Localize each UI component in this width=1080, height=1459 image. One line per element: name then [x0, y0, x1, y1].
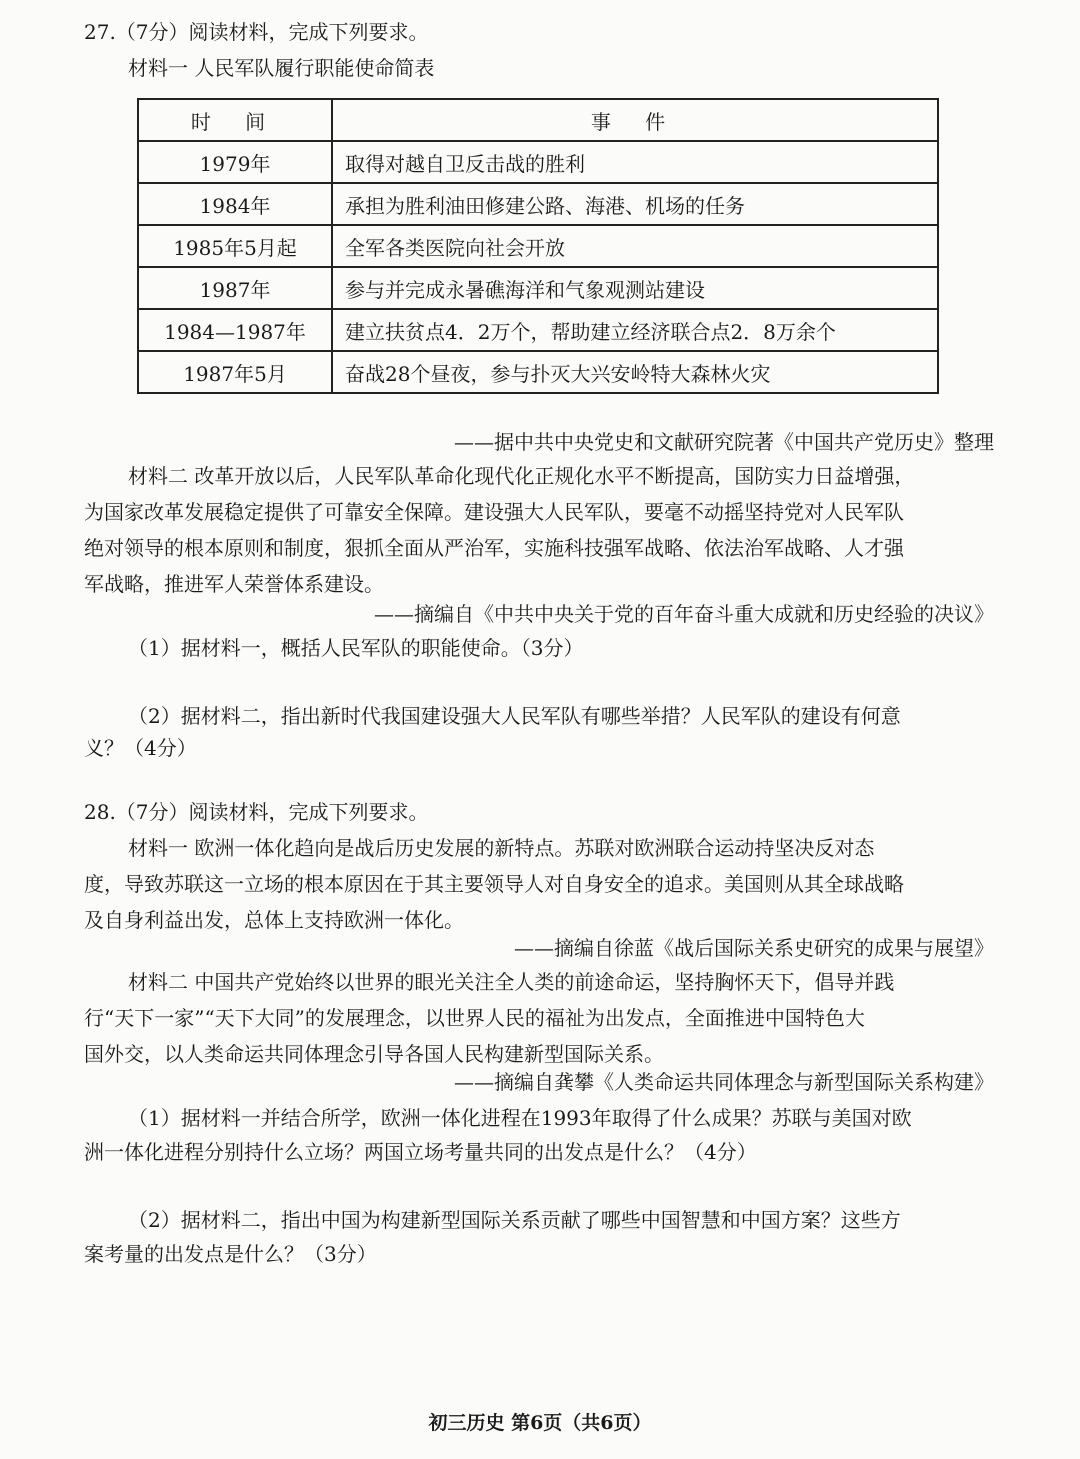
row-event: 取得对越自卫反击战的胜利	[332, 141, 938, 183]
row-event: 奋战28个昼夜，参与扑灭大兴安岭特大森林火灾	[332, 351, 938, 393]
header-time: 时 间	[138, 99, 332, 141]
q27-source-2: ——摘编自《中共中央关于党的百年奋斗重大成就和历史经验的决议》	[374, 602, 994, 626]
q28-sub-question-2: （2）据材料二，指出中国为构建新型国际关系贡献了哪些中国智慧和中国方案？这些方	[128, 1208, 901, 1232]
row-event: 承担为胜利油田修建公路、海港、机场的任务	[332, 183, 938, 225]
table-header-row	[138, 99, 938, 141]
q28-sub-question-2-cont: 案考量的出发点是什么？（3分）	[84, 1242, 377, 1266]
table-row	[138, 309, 938, 351]
header-event: 事 件	[332, 99, 938, 141]
q27-sub-question-2: （2）据材料二，指出新时代我国建设强大人民军队有哪些举措？人民军队的建设有何意	[128, 704, 901, 728]
q27-sub-question-1: （1）据材料一，概括人民军队的职能使命。（3分）	[128, 636, 584, 660]
q27-sub-question-2-cont: 义？（4分）	[84, 736, 197, 760]
table-row	[138, 351, 938, 393]
row-event: 全军各类医院向社会开放	[332, 225, 938, 267]
row-time: 1987年5月	[138, 351, 332, 393]
q27-heading: 27.（7分）阅读材料，完成下列要求。	[84, 20, 429, 44]
events-table	[137, 98, 939, 394]
q28-material2-line: 国外交，以人类命运共同体理念引导各国人民构建新型国际关系。	[84, 1042, 664, 1066]
table-row	[138, 141, 938, 183]
row-event: 参与并完成永暑礁海洋和气象观测站建设	[332, 267, 938, 309]
row-time: 1979年	[138, 141, 332, 183]
table-row	[138, 183, 938, 225]
table-row	[138, 225, 938, 267]
q27-material2-line: 绝对领导的根本原则和制度，狠抓全面从严治军，实施科技强军战略、依法治军战略、人才强	[84, 536, 904, 560]
row-time: 1984年	[138, 183, 332, 225]
row-time: 1984—1987年	[138, 309, 332, 351]
table-row	[138, 267, 938, 309]
q28-source-1: ——摘编自徐蓝《战后国际关系史研究的成果与展望》	[514, 936, 994, 960]
page-footer: 初三历史 第6页（共6页）	[428, 1412, 652, 1434]
q28-material2-line: 材料二 中国共产党始终以世界的眼光关注全人类的前途命运，坚持胸怀天下，倡导并践	[128, 970, 895, 994]
row-time: 1987年	[138, 267, 332, 309]
q27-material2-line: 为国家改革发展稳定提供了可靠安全保障。建设强大人民军队，要毫不动摇坚持党对人民军队	[84, 500, 904, 524]
q28-sub-question-1-cont: 洲一体化进程分别持什么立场？两国立场考量共同的出发点是什么？（4分）	[84, 1140, 757, 1164]
q28-sub-question-1: （1）据材料一并结合所学，欧洲一体化进程在1993年取得了什么成果？苏联与美国对欧	[128, 1106, 912, 1130]
q28-material1-line: 度，导致苏联这一立场的根本原因在于其主要领导人对自身安全的追求。美国则从其全球战略	[84, 872, 904, 896]
q28-source-2: ——摘编自龚攀《人类命运共同体理念与新型国际关系构建》	[454, 1070, 994, 1094]
q28-heading: 28.（7分）阅读材料，完成下列要求。	[84, 800, 429, 824]
q27-source-1: ——据中共中央党史和文献研究院著《中国共产党历史》整理	[454, 430, 994, 454]
q27-table-title: 材料一 人民军队履行职能使命简表	[128, 56, 435, 80]
q28-material1-line: 及自身利益出发，总体上支持欧洲一体化。	[84, 908, 464, 932]
q27-material2-line: 材料二 改革开放以后，人民军队革命化现代化正规化水平不断提高，国防实力日益增强，	[128, 464, 915, 488]
q28-material2-line: 行“天下一家”“天下大同”的发展理念，以世界人民的福祉为出发点，全面推进中国特色大	[84, 1006, 865, 1030]
row-event: 建立扶贫点4．2万个，帮助建立经济联合点2．8万余个	[332, 309, 938, 351]
q28-material1-line: 材料一 欧洲一体化趋向是战后历史发展的新特点。苏联对欧洲联合运动持坚决反对态	[128, 836, 875, 860]
q27-material2-line: 军战略，推进军人荣誉体系建设。	[84, 572, 384, 596]
row-time: 1985年5月起	[138, 225, 332, 267]
